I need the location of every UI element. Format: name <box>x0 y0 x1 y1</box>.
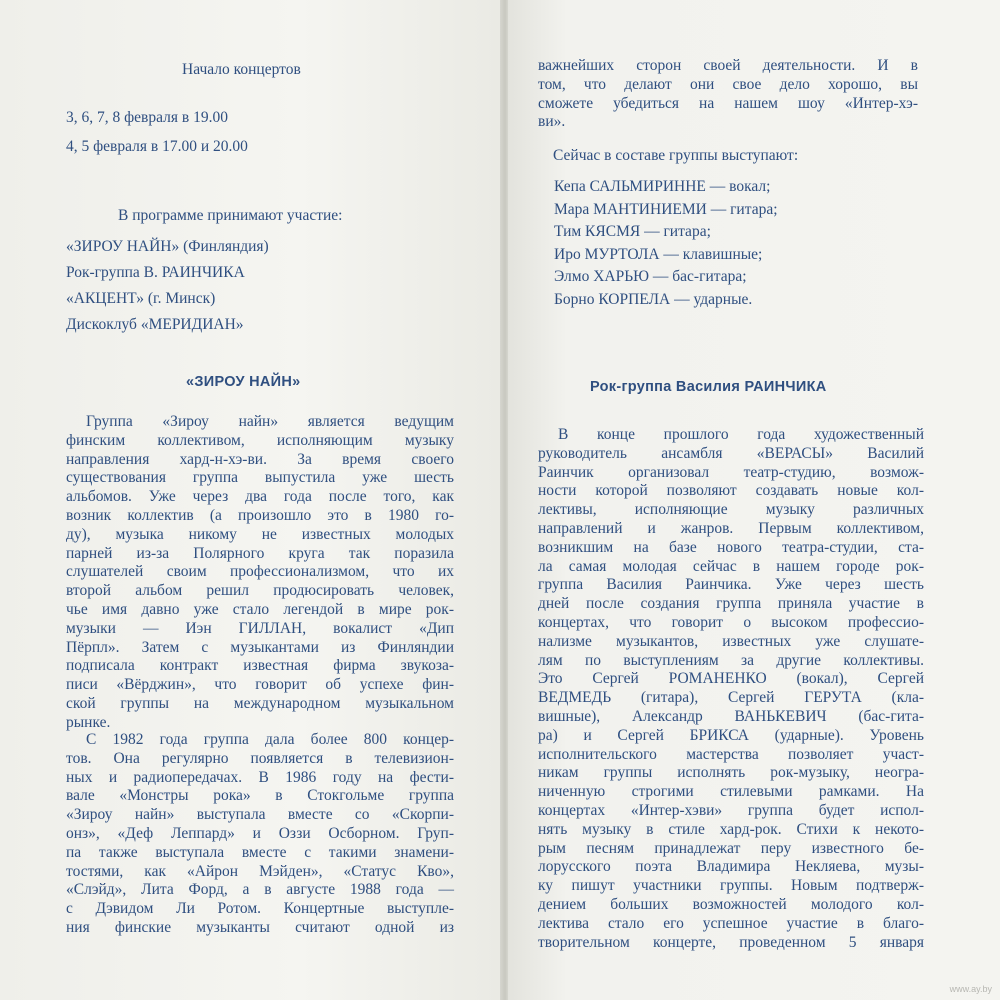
text-line: вишные), Александр ВАНЬКЕВИЧ (бас-гита- <box>538 708 924 725</box>
text-line: Это Сергей РОМАНЕНКО (вокал), Сергей <box>538 670 924 688</box>
concert-start-title: Начало концертов <box>182 61 301 78</box>
concert-dates-1: 3, 6, 7, 8 февраля в 19.00 <box>66 109 228 126</box>
text-line: писи «Вёрджин», что говорит об успехе фин- <box>66 676 454 694</box>
text-line: парней из-за Полярного круга так поразила <box>66 544 454 562</box>
text-line: Пёрпл». Затем с музыкантами из Финляндии <box>66 638 454 656</box>
text-line: С 1982 года группа дала более 800 концер- <box>86 731 454 748</box>
text-line: Элмо ХАРЬЮ — бас-гитара; <box>554 268 747 286</box>
text-line: Кепа САЛЬМИРИННЕ — вокал; <box>554 178 771 195</box>
text-line: музыки — Иэн ГИЛЛАН, вокалист «Дип <box>66 619 454 637</box>
text-line: никам группы исполнять рок-музыку, неогра- <box>538 764 924 782</box>
text-line: финским коллективом, исполняющим музыку <box>66 431 454 449</box>
text-line: «Зироу найн» выступала вместе со «Скорпи- <box>66 806 454 824</box>
text-line: ра) и Сергей БРИКСА (ударные). Уровень <box>538 726 924 744</box>
text-line: направлений и жанров. Первым коллективом, <box>538 520 924 537</box>
text-line: направления хард-н-хэ-ви. За время своего <box>66 450 454 468</box>
text-line: творительном концерте, проведенном 5 января <box>538 933 924 951</box>
text-line: рынке. <box>66 713 111 731</box>
text-line: возник коллектив (а произошло это в 1980 го- <box>66 507 454 524</box>
text-line: «Слэйд», Лита Форд, а в августе 1988 года — <box>66 881 454 899</box>
text-line: нализме музыкантов, известных уже слушате- <box>538 632 924 650</box>
text-line: В конце прошлого года художественный <box>558 426 924 443</box>
text-line: нять музыку в стиле хард-рок. Стихи к некото- <box>538 820 924 838</box>
text-line: лорусского поэта Владимира Некляева, музы- <box>538 858 924 876</box>
text-line: группа Василия Раинчика. Уже через шесть <box>538 576 924 594</box>
participant-item: Рок-группа В. РАИНЧИКА <box>66 264 245 281</box>
text-line: том, что делают они свое дело хорошо, вы <box>538 75 918 93</box>
text-line: альбомов. Уже через два года после того, как <box>66 488 454 506</box>
text-line: тостями, как «Айрон Мэйден», «Статус Кво», <box>66 862 454 880</box>
text-line: ви». <box>538 113 566 131</box>
text-line: Мара МАНТИНИЕМИ — гитара; <box>554 200 778 218</box>
text-line: Иро МУРТОЛА — клавишные; <box>554 245 763 263</box>
text-line: чье имя давно уже стало легендой в мире рок- <box>66 601 454 618</box>
text-line: ской группы на международном музыкальном <box>66 695 454 712</box>
lineup-title: Сейчас в составе группы выступают: <box>553 147 799 164</box>
participant-item: «АКЦЕНТ» (г. Минск) <box>66 290 216 307</box>
text-line: онз», «Деф Леппард» и Оззи Осборном. Груп- <box>66 825 454 842</box>
text-line: лективы, исполняющие музыку различных <box>538 501 924 519</box>
text-line: исполнительского мастерства позволяет участ- <box>538 745 924 763</box>
text-line: вале «Монстры рока» в Стокгольме группа <box>66 787 454 805</box>
text-line: Группа «Зироу найн» является ведущим <box>86 413 454 430</box>
text-line: ния финские музыканты считают одной из <box>66 919 454 936</box>
text-line: лям по выступлениям за другие коллективы. <box>538 651 924 669</box>
text-line: ду), музыка никому не известных молодых <box>66 525 454 543</box>
text-line: второй альбом решил продюсировать человек, <box>66 582 454 600</box>
text-line: па также выступала вместе с такими знамени- <box>66 843 454 861</box>
rainchik-heading: Рок-группа Василия РАИНЧИКА <box>590 379 827 395</box>
participant-item: Дискоклуб «МЕРИДИАН» <box>66 316 244 333</box>
watermark-text: www.ay.by <box>949 984 992 994</box>
text-line: дением больших возможностей молодого кол- <box>538 896 924 913</box>
zero-nine-heading: «ЗИРОУ НАЙН» <box>186 374 301 390</box>
text-line: Тим КЯСМЯ — гитара; <box>554 223 711 241</box>
concert-dates-2: 4, 5 февраля в 17.00 и 20.00 <box>66 138 248 155</box>
text-line: ности которой позволяют создавать новые кол- <box>538 482 924 500</box>
text-line: с Дэвидом Ли Ротом. Концертные выступле- <box>66 900 454 918</box>
text-line: возникшим на базе нового театра-студии, ста- <box>538 538 924 556</box>
text-line: ВЕДМЕДЬ (гитара), Сергей ГЕРУТА (кла- <box>538 689 924 707</box>
text-line: ных и радиопередачах. В 1986 году на фести- <box>66 768 454 786</box>
text-line: сможете убедиться на нашем шоу «Интер-хэ- <box>538 94 918 112</box>
text-line: Борно КОРПЕЛА — ударные. <box>554 291 753 308</box>
text-line: Раинчик организовал театр-студию, возмож- <box>538 463 924 481</box>
text-line: ку пишут участники группы. Новым подтверж- <box>538 877 924 895</box>
program-title: В программе принимают участие: <box>118 207 343 224</box>
text-line: ниченную строгими стилевыми рамками. На <box>538 783 924 801</box>
text-line: руководитель ансамбля «ВЕРАСЫ» Василий <box>538 444 924 462</box>
text-line: лектива стало его успешное участие в благо- <box>538 914 924 932</box>
text-line: концертах «Интер-хэви» группа будет испол- <box>538 802 924 819</box>
participant-item: «ЗИРОУ НАЙН» (Финляндия) <box>66 238 269 255</box>
right-page <box>508 0 1000 1000</box>
text-line: важнейших сторон своей деятельности. И в <box>538 57 918 74</box>
text-line: тов. Она регулярно появляется в телевизион- <box>66 749 454 767</box>
text-line: существования группа выпустила уже шесть <box>66 469 454 487</box>
text-line: ла самая молодая сейчас в нашем городе рок- <box>538 557 924 575</box>
text-line: рым песням принадлежат перу известного бе- <box>538 839 924 857</box>
text-line: дней после создания группа приняла участие в <box>538 595 924 613</box>
text-line: слушателей своим профессионализмом, что их <box>66 563 454 581</box>
text-line: подписала контракт известная фирма звукоза- <box>66 657 454 675</box>
text-line: концертах, что говорит о высоком профессио- <box>538 614 924 631</box>
